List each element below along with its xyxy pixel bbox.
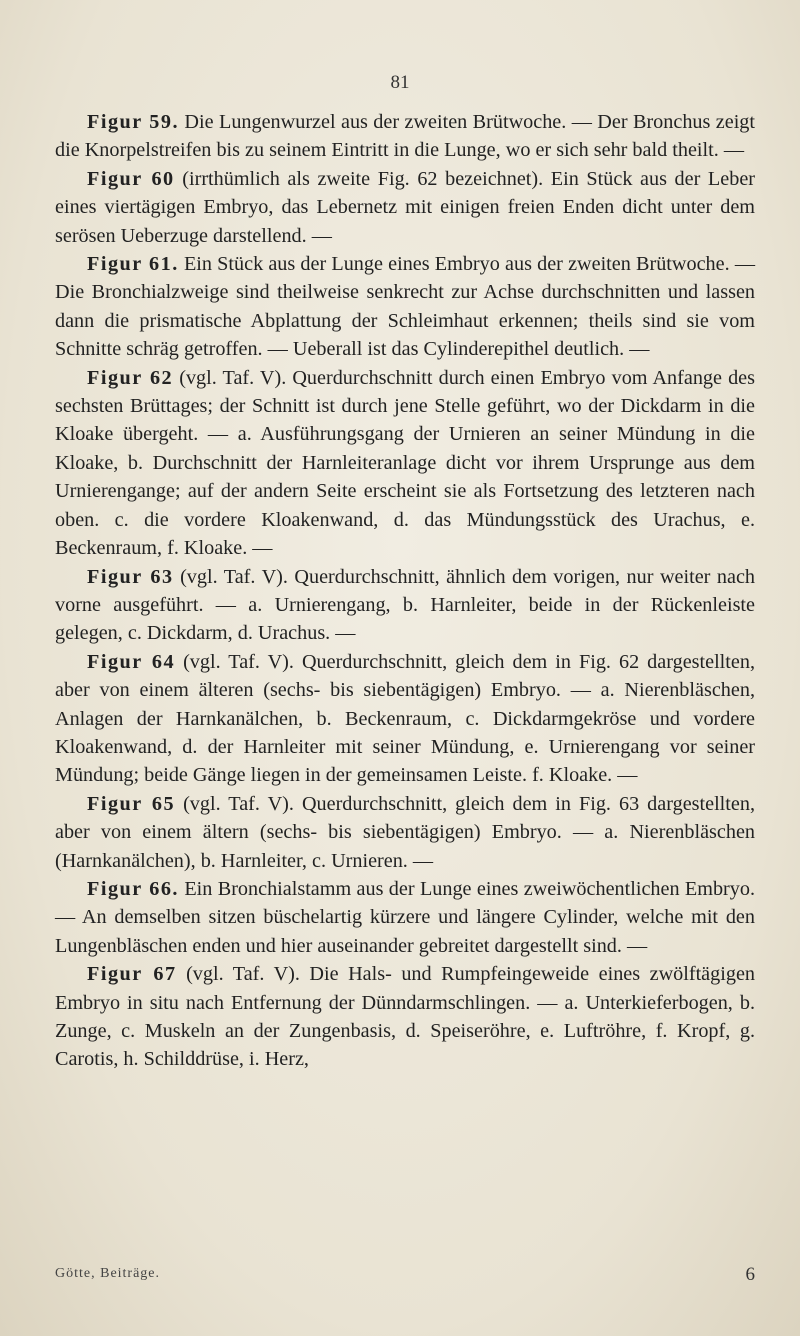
paragraph-text: (vgl. Taf. V). Die Hals- und Rumpfeingeweide eines zwölftägigen Embryo in situ nach Entfernung der Dünndarmschlingen. — a. Unterkieferbogen, b. Zunge, c. Muskeln an der Zungenbasis, d. Speiseröhre, e. Luftröhre, f. Kropf, g. Carotis, h. Schilddrüse, i. Herz, bbox=[55, 963, 755, 1071]
paragraph-figur-64 bbox=[55, 648, 755, 790]
paragraph-text: (vgl. Taf. V). Querdurchschnitt, ähnlich dem vorigen, nur weiter nach vorne ausgeführt. — a. Urnierengang, b. Harnleiter, beide in der Rückenleiste gelegen, c. Dickdarm, d. Urachus. — bbox=[55, 565, 755, 645]
signature-mark: Götte, Beiträge. bbox=[55, 1266, 161, 1281]
figure-label: Figur 62 bbox=[87, 366, 174, 389]
paragraph-figur-60 bbox=[55, 165, 755, 250]
sheet-number: 6 bbox=[745, 1264, 755, 1285]
figure-label: Figur 59. bbox=[87, 111, 180, 133]
paragraph-figur-62 bbox=[55, 364, 755, 563]
paragraph-figur-65 bbox=[55, 790, 755, 875]
figure-label: Figur 61. bbox=[87, 253, 179, 276]
figure-label: Figur 60 bbox=[87, 167, 175, 190]
paragraph-text: Die Lungenwurzel aus der zweiten Brütwoche. — Der Bronchus zeigt die Knorpelstreifen bis zu seinem Eintritt in die Lunge, wo er sich sehr bald theilt. — bbox=[55, 111, 755, 162]
paragraph-text: (vgl. Taf. V). Querdurchschnitt, gleich dem in Fig. 62 dargestellten, aber von einem älteren (sechs- bis siebentägigen) Embryo. — a. Nierenbläschen, Anlagen der Harnkanälchen, b. Beckenraum, c. Dickdarmgekröse und vordere Kloakenwand, d. der Harnleiter mit seiner Mündung, e. Urnierengang vor seiner Mündung; beide Gänge liegen in der gemeinsamen Leiste. f. Kloake. — bbox=[55, 650, 756, 787]
paragraph-figur-63 bbox=[55, 563, 755, 648]
figure-label: Figur 67 bbox=[87, 963, 177, 986]
paragraph-figur-66 bbox=[55, 875, 755, 960]
figure-label: Figur 66. bbox=[87, 877, 179, 900]
paragraph-figur-59 bbox=[55, 108, 755, 165]
figure-descriptions bbox=[55, 108, 755, 1074]
figure-label: Figur 65 bbox=[87, 792, 176, 815]
figure-label: Figur 63 bbox=[87, 565, 174, 588]
paragraph-text: Ein Stück aus der Lunge eines Embryo aus der zweiten Brütwoche. — Die Bronchialzweige sind theilweise senkrecht zur Achse durchschnitten und lassen dann die prismatische Abplattung der Schleimhaut erkennen; theils sind sie vom Schnitte schräg getroffen. — Ueberall ist das Cylinderepithel deutlich. — bbox=[55, 253, 756, 361]
paragraph-figur-61 bbox=[55, 250, 755, 364]
paragraph-text: (vgl. Taf. V). Querdurchschnitt, gleich dem in Fig. 63 dargestellten, aber von einem ältern (sechs- bis siebentägigen) Embryo. — a. Nierenbläschen (Harnkanälchen), b. Harnleiter, c. Urnieren. — bbox=[55, 792, 756, 872]
page-footer bbox=[55, 1266, 755, 1288]
paragraph-text: Ein Bronchialstamm aus der Lunge eines zweiwöchentlichen Embryo. — An demselben sitzen büschelartig kürzere und längere Cylinder, welche mit den Lungenbläschen enden und hier auseinander gebreitet dargestellt sind. — bbox=[55, 877, 756, 957]
paragraph-text: (vgl. Taf. V). Querdurchschnitt durch einen Embryo vom Anfange des sechsten Brüttages; der Schnitt ist durch jene Stelle geführt, wo der Dickdarm in die Kloake übergeht. — a. Ausführungsgang der Urnieren an seiner Mündung in die Kloake, b. Durchschnitt der Harnleiteranlage dicht vor ihrem Ursprunge aus dem Urnierengange; auf der andern Seite erscheint sie als Fortsetzung des letzteren nach oben. c. die vordere Kloakenwand, d. das Mündungsstück des Urachus, e. Beckenraum, f. Kloake. — bbox=[55, 366, 755, 560]
paragraph-text: (irrthümlich als zweite Fig. 62 bezeichnet). Ein Stück aus der Leber eines viertägigen Embryo, das Lebernetz mit einigen freien Enden dicht unter dem serösen Ueberzuge darstellend. — bbox=[55, 167, 755, 247]
paragraph-figur-67 bbox=[55, 960, 755, 1074]
page-number: 81 bbox=[390, 72, 410, 93]
figure-label: Figur 64 bbox=[87, 650, 176, 673]
